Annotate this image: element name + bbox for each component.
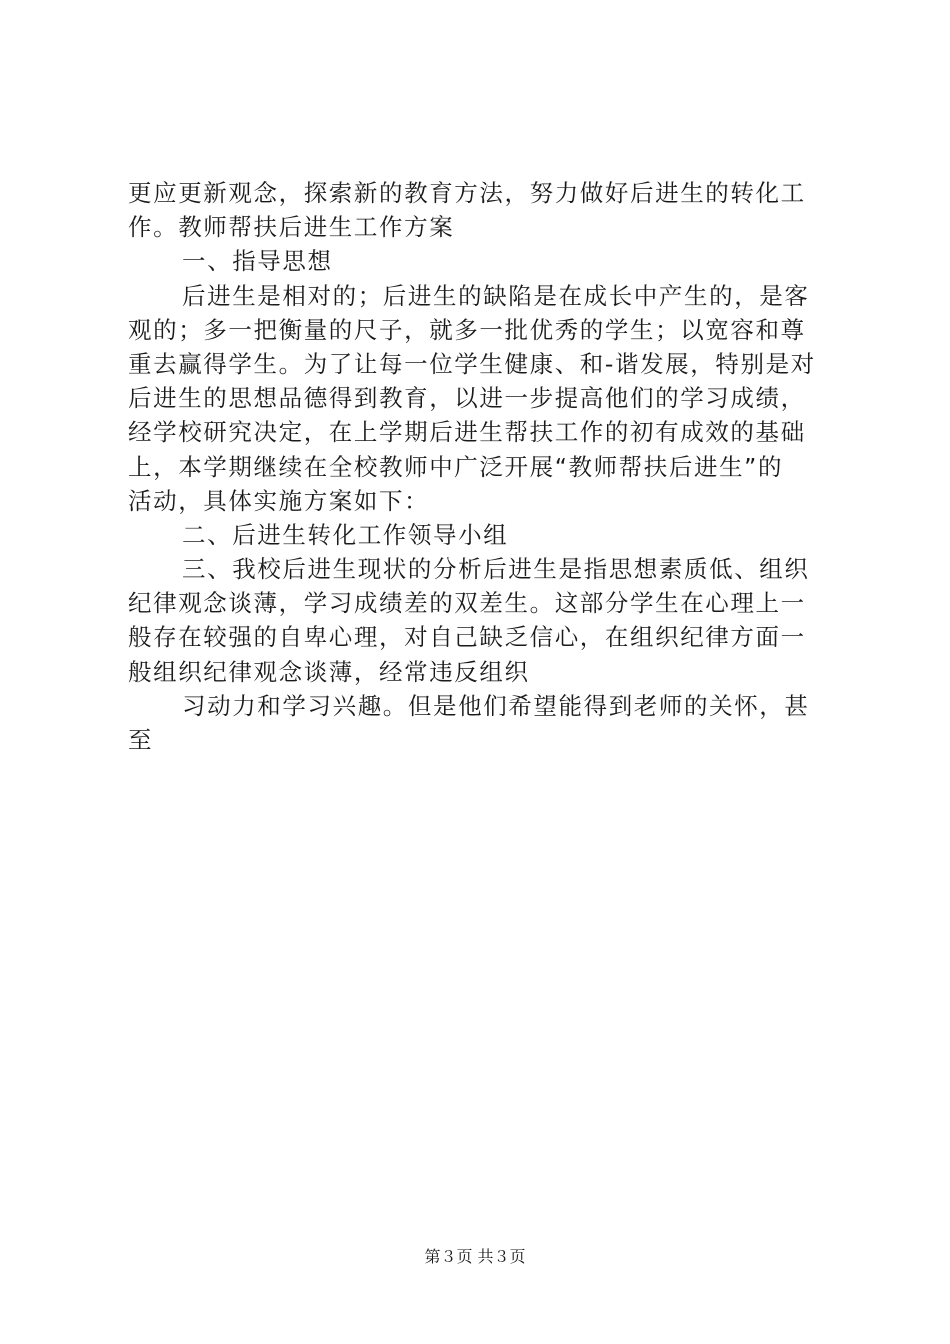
- text-line: 至: [128, 726, 154, 754]
- section-heading: 三、我校后进生现状的分析后进生是指思想素质低、组织: [182, 555, 810, 584]
- text-line: 活动，具体实施方案如下：: [128, 486, 430, 515]
- text-line: 般存在较强的自卑心理，对自己缺乏信心，在组织纪律方面一: [128, 623, 806, 652]
- section-heading: 一、指导思想: [182, 247, 333, 276]
- text-line: 上，本学期继续在全校教师中广泛开展“教师帮扶后进生”的: [128, 452, 784, 481]
- section-heading: 二、后进生转化工作领导小组: [182, 520, 509, 549]
- text-line: 习动力和学习兴趣。但是他们希望能得到老师的关怀，甚: [182, 691, 810, 720]
- text-line: 经学校研究决定，在上学期后进生帮扶工作的初有成效的基础: [128, 418, 806, 447]
- text-line: 般组织纪律观念谈薄，经常违反组织: [128, 657, 530, 686]
- text-line: 重去赢得学生。为了让每一位学生健康、和-谐发展，特别是对: [128, 349, 816, 378]
- text-line: 后进生的思想品德得到教育，以进一步提高他们的学习成绩，: [128, 384, 806, 413]
- text-line: 作。教师帮扶后进生工作方案: [128, 213, 455, 242]
- page-number-footer: 第３页 共３页: [424, 1247, 526, 1266]
- text-line: 更应更新观念，探索新的教育方法，努力做好后进生的转化工: [128, 179, 806, 207]
- text-line: 后进生是相对的；后进生的缺陷是在成长中产生的，是客: [182, 281, 810, 310]
- text-line: 纪律观念谈薄，学习成绩差的双差生。这部分学生在心理上一: [128, 589, 806, 618]
- document-body: [128, 176, 838, 757]
- text-line: 观的；多一把衡量的尺子，就多一批优秀的学生；以宽容和尊: [128, 315, 806, 344]
